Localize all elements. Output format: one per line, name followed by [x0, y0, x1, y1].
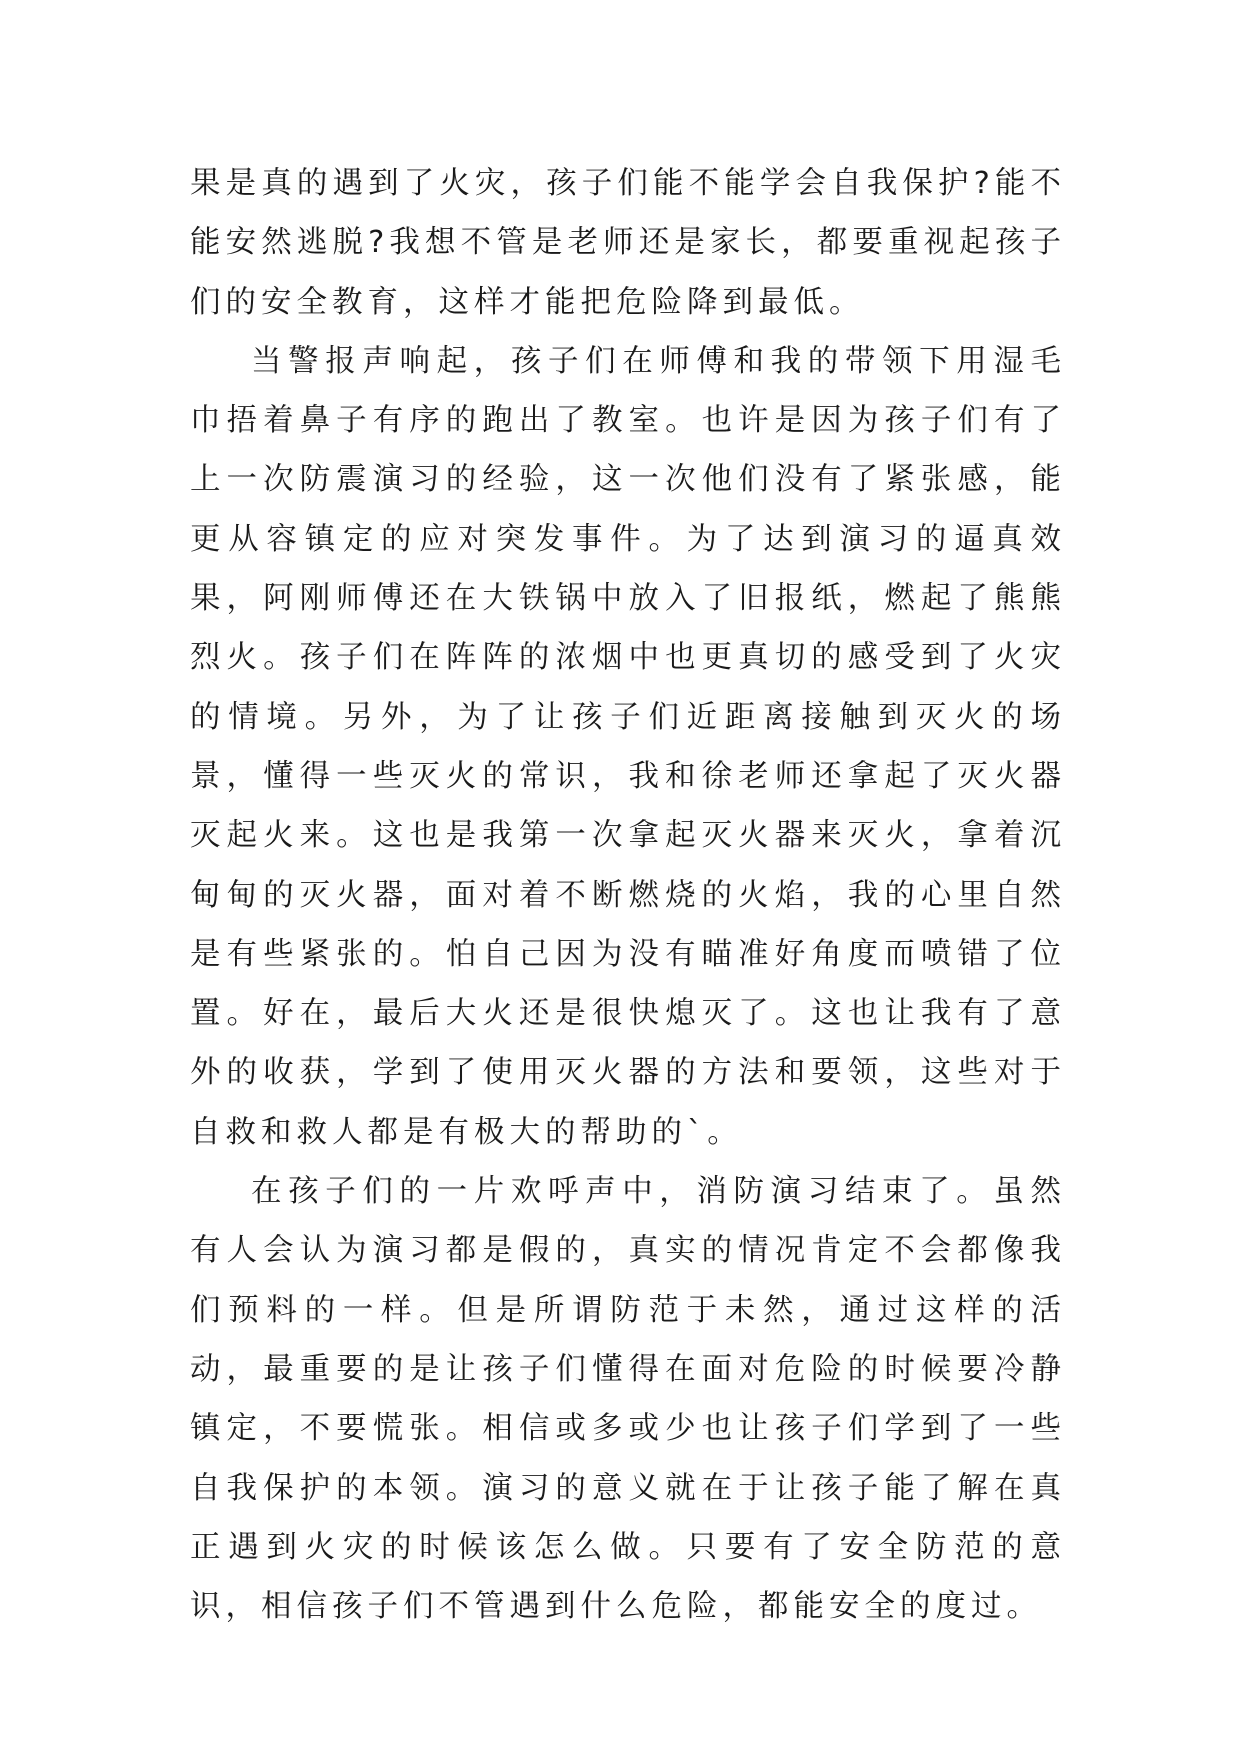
paragraph: 在孩子们的一片欢呼声中，消防演习结束了。虽然有人会认为演习都是假的，真实的情况肯定不会都像我们预料的一样。但是所谓防范于未然，通过这样的活动，最重要的是让孩子们懂得在面对危险的时候要冷静镇定，不要慌张。相信或多或少也让孩子们学到了一些自我保护的本领。演习的意义就在于让孩子能了解在真正遇到火灾的时候该怎么做。只要有了安全防范的意识，相信孩子们不管遇到什么危险，都能安全的度过。: [190, 1174, 1066, 1625]
body-text: [190, 154, 1066, 1636]
paragraph-continued: 果是真的遇到了火灾，孩子们能不能学会自我保护?能不能安然逃脱?我想不管是老师还是家长，都要重视起孩子们的安全教育，这样才能把危险降到最低。: [190, 166, 1066, 320]
paragraph: 当警报声响起，孩子们在师傅和我的带领下用湿毛巾捂着鼻子有序的跑出了教室。也许是因为孩子们有了上一次防震演习的经验，这一次他们没有了紧张感，能更从容镇定的应对突发事件。为了达到演习的逼真效果，阿刚师傅还在大铁锅中放入了旧报纸，燃起了熊熊烈火。孩子们在阵阵的浓烟中也更真切的感受到了火灾的情境。另外，为了让孩子们近距离接触到灭火的场景，懂得一些灭火的常识，我和徐老师还拿起了灭火器灭起火来。这也是我第一次拿起灭火器来灭火，拿着沉甸甸的灭火器，面对着不断燃烧的火焰，我的心里自然是有些紧张的。怕自己因为没有瞄准好角度而喷错了位置。好在，最后大火还是很快熄灭了。这也让我有了意外的收获，学到了使用灭火器的方法和要领，这些对于自救和救人都是有极大的帮助的`。: [190, 343, 1066, 1150]
